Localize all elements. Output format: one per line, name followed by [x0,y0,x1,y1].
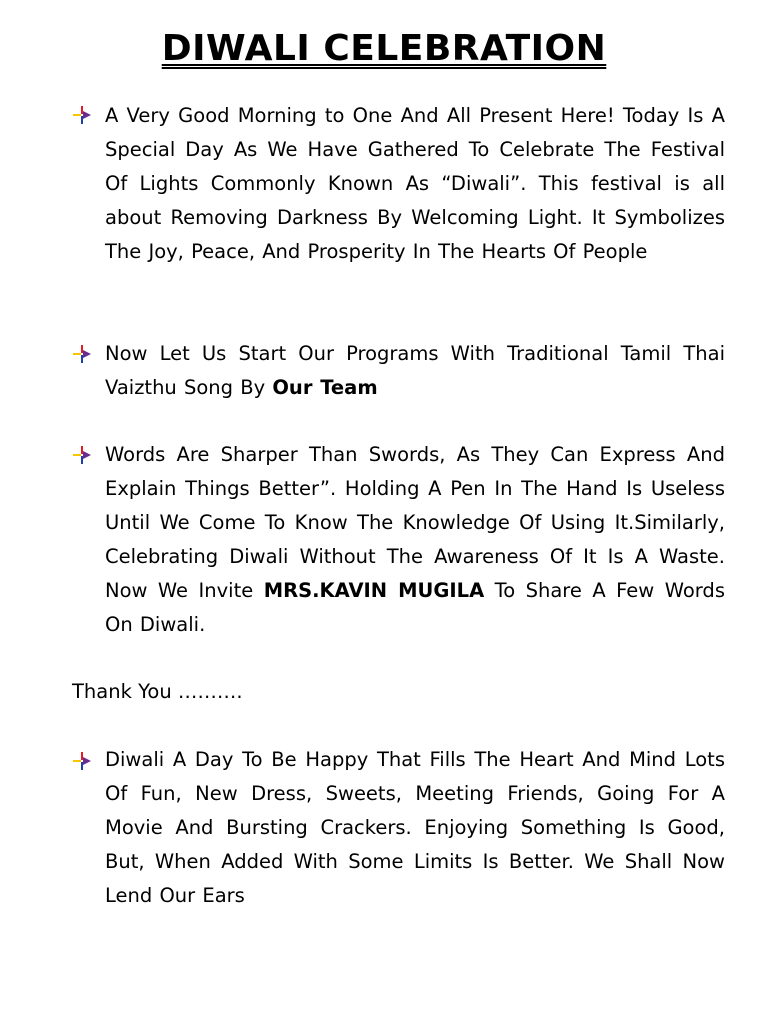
paragraph-welcome: A Very Good Morning to One And All Present Here! Today Is A Special Day As We Have Gathered To Celebrate The Festival Of Lights Commonly Known As “Diwali”. This festival is all about Removing Darkness By Welcoming Light. It Symbolizes The Joy, Peace, And Prosperity In The Hearts Of People [105,104,725,263]
thank-you-line: Thank You ………. [72,680,243,703]
bold-name: MRS.KAVIN MUGILA [263,578,485,602]
paragraph-text: Words Are Sharper Than Swords, As They Can Express And Explain Things Better”. Holding A Pen In The Hand Is Useless Until We Come To Know The Knowledge Of Using It.Similarly, Celebrating Diwali Without The Awareness Of It Is A Waste. Now We Invite [105,443,725,602]
paragraph-speech-invite [105,438,725,641]
bold-name: Our Team [272,375,378,399]
four-color-arrow-bullet-icon [72,105,92,125]
paragraph-text: Now Let Us Start Our Programs With Traditional Tamil Thai Vaizthu Song By [105,342,725,399]
four-color-arrow-bullet-icon [72,751,92,771]
paragraph-text: To Share A Few Words On Diwali. [105,578,725,636]
four-color-arrow-bullet-icon [72,445,92,465]
page-title: DIWALI CELEBRATION [161,28,607,69]
paragraph-diwali-joy: Diwali A Day To Be Happy That Fills The Heart And Mind Lots Of Fun, New Dress, Sweets, Meeting Friends, Going For A Movie And Bursting Crackers. Enjoying Something Is Good, But, When Added With Some Limits Is Better. We Shall Now Lend Our Ears [105,748,725,907]
paragraph-program-start [105,337,725,405]
four-color-arrow-bullet-icon [72,344,92,364]
